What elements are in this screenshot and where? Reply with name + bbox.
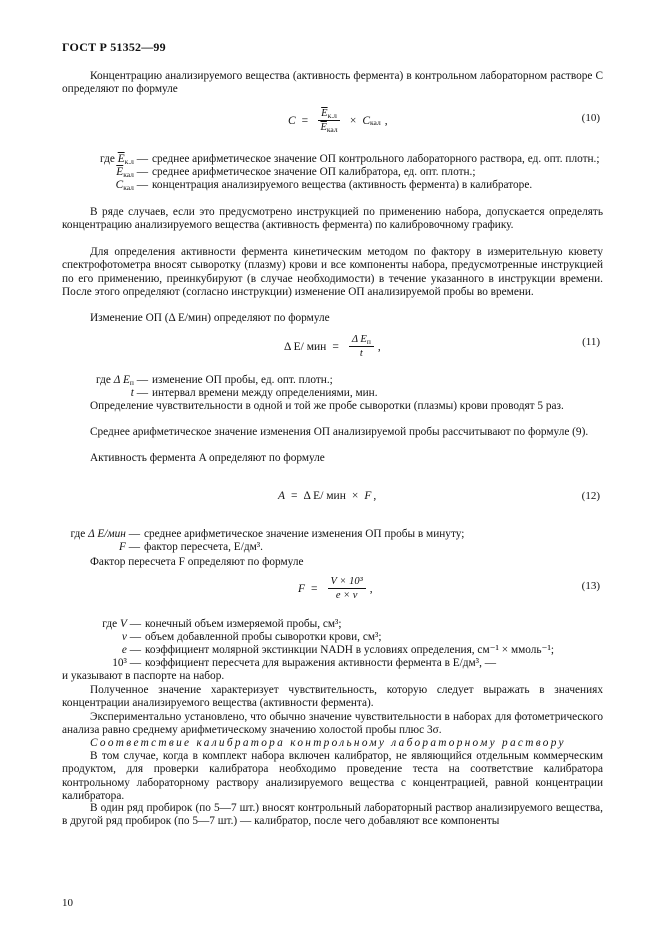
eq10-num-sub: к.л bbox=[327, 111, 337, 120]
def-symbol: Δ E bbox=[113, 374, 130, 386]
document-header: ГОСТ Р 51352—99 bbox=[62, 40, 166, 54]
definition-continuation: и указывают в паспорте на набор. bbox=[62, 670, 225, 682]
eq10-num: $\overline{E}$ bbox=[321, 108, 328, 119]
definition-row bbox=[62, 153, 603, 166]
definitions-eq11 bbox=[62, 374, 603, 400]
definition-row bbox=[62, 644, 603, 657]
equation-10-body bbox=[288, 108, 388, 133]
def-symbol: Δ E/мин bbox=[88, 528, 126, 540]
definition-row bbox=[62, 657, 603, 670]
equation-11-body bbox=[284, 334, 381, 359]
def-text: среднее арифметическое значение ОП калибратора, ед. опт. плотн.; bbox=[152, 166, 476, 178]
eq11-fraction bbox=[349, 334, 374, 359]
eq10-den: $\overline{E}$ bbox=[320, 122, 327, 133]
eq12-factor: F bbox=[364, 490, 372, 502]
def-text: среднее арифметическое значение ОП контрольного лабораторного раствора, ед. опт. плотн.; bbox=[152, 153, 600, 165]
eq10-mult-sub: кал bbox=[370, 118, 381, 127]
eq12-lhs: A bbox=[278, 490, 286, 502]
paragraph-experimental: Экспериментально установлено, что обычно значение чувствительности в наборах для фотометрического анализа равно среднему арифметическому значению холостой пробы плюс 3σ. bbox=[62, 711, 603, 737]
definition-row bbox=[62, 618, 603, 631]
def-symbol: F bbox=[118, 541, 126, 553]
def-symbol: e bbox=[121, 644, 127, 656]
def-text: коэффициент пересчета для выражения активности фермента в E/дм³, — bbox=[145, 657, 497, 669]
def-text: среднее арифметическое значение изменения ОП пробы в минуту; bbox=[144, 528, 465, 540]
def-dash: — bbox=[126, 657, 141, 669]
eq10-number: (10) bbox=[581, 112, 600, 124]
def-prefix: где bbox=[70, 528, 89, 540]
eq13-equals: = bbox=[311, 582, 318, 595]
eq13-number: (13) bbox=[581, 580, 600, 592]
def-symbol: 10³ bbox=[112, 657, 127, 669]
paragraph-calibrator-test: В том случае, когда в комплект набора включен калибратор, не являющийся отдельным коммерческим продуктом, для проверки калибратора необходимо проведение теста на соответствие калибратора контрольному лабораторному раствору анализируемого вещества с концентрацией, равной концентрации калибратора. bbox=[62, 750, 603, 802]
def-prefix: где bbox=[102, 618, 120, 630]
def-text: объем добавленной пробы сыворотки крови, см³; bbox=[145, 631, 382, 643]
eq12-equals: = bbox=[291, 490, 298, 502]
eq10-den-sub: кал bbox=[326, 125, 338, 134]
def-symbol-sub: к.л bbox=[124, 157, 134, 166]
definitions-eq12 bbox=[62, 528, 603, 554]
def-symbol: C bbox=[115, 179, 124, 191]
eq11-lhs: Δ E/ мин bbox=[284, 340, 327, 353]
paragraph-sensitivity-repeat: Определение чувствительности в одной и той же пробе сыворотки (плазмы) крови проводят 5 раз. bbox=[90, 400, 564, 412]
eq11-equals: = bbox=[332, 340, 339, 353]
def-dash: — bbox=[133, 179, 148, 191]
def-prefix: где bbox=[96, 374, 114, 386]
eq10-lhs: C bbox=[288, 114, 296, 127]
paragraph-calibration-graph: В ряде случаев, если это предусмотрено инструкцией по применению набора, допускается определять концентрацию анализируемого вещества (активность фермента) по калибровочному графику. bbox=[62, 206, 603, 232]
definition-row bbox=[62, 631, 603, 644]
eq12-number: (12) bbox=[581, 490, 600, 502]
eq13-lhs: F bbox=[298, 582, 306, 595]
eq13-num: V × 10³ bbox=[328, 576, 366, 589]
eq13-fraction bbox=[328, 576, 366, 601]
equation-12-body bbox=[278, 490, 376, 502]
eq12-tail: , bbox=[373, 490, 377, 502]
definition-row bbox=[62, 166, 603, 179]
paragraph-mean-op: Среднее арифметическое значение изменения ОП анализируемой пробы рассчитывают по формуле (9). bbox=[90, 426, 589, 438]
paragraph-sensitivity-result: Полученное значение характеризует чувствительность, которую следует выражать в значениях концентрации анализируемого вещества (активности фермента). bbox=[62, 684, 603, 710]
eq13-tail: , bbox=[369, 582, 373, 595]
definition-row bbox=[62, 528, 603, 541]
eq12-rhs: Δ E/ мин bbox=[303, 490, 346, 502]
eq10-fraction bbox=[318, 108, 340, 133]
eq11-tail: , bbox=[377, 340, 381, 353]
definition-row bbox=[62, 541, 603, 554]
definition-row bbox=[62, 387, 603, 400]
def-dash: — bbox=[133, 387, 148, 399]
paragraph-factor-intro: Фактор пересчета F определяют по формуле bbox=[90, 556, 304, 568]
def-prefix: где bbox=[100, 153, 118, 165]
def-text: коэффициент молярной экстинкции NADH в условиях определения, см⁻¹ × ммоль⁻¹; bbox=[145, 644, 555, 656]
def-dash: — bbox=[125, 528, 140, 540]
def-text: интервал времени между определениями, мин. bbox=[152, 387, 378, 399]
def-symbol: v bbox=[121, 631, 127, 643]
eq12-times: × bbox=[351, 490, 359, 502]
def-symbol-sub: кал bbox=[123, 183, 134, 192]
def-symbol: $\overline{E}$ bbox=[116, 166, 124, 178]
eq10-mult: C bbox=[362, 114, 371, 127]
def-symbol: t bbox=[130, 387, 134, 399]
def-dash: — bbox=[126, 644, 141, 656]
def-symbol-sub: кал bbox=[123, 170, 134, 179]
eq10-tail: , bbox=[384, 114, 388, 127]
equation-13-body bbox=[298, 576, 373, 601]
definitions-eq10 bbox=[62, 153, 603, 192]
def-dash: — bbox=[133, 374, 148, 386]
equation-10 bbox=[62, 106, 603, 146]
def-text: изменение ОП пробы, ед. опт. плотн.; bbox=[152, 374, 333, 386]
def-dash: — bbox=[133, 166, 148, 178]
def-symbol: $\overline{E}$ bbox=[117, 153, 125, 165]
eq11-num-sub: п bbox=[366, 337, 371, 346]
def-dash: — bbox=[125, 541, 140, 553]
equation-13 bbox=[62, 574, 603, 614]
eq10-equals: = bbox=[301, 114, 309, 127]
subheading-calibrator-conformity: Соответствие калибратора контрольному лабораторному раствору bbox=[90, 737, 566, 749]
definition-row bbox=[62, 179, 603, 192]
equation-11 bbox=[62, 332, 603, 372]
def-dash: — bbox=[126, 618, 141, 630]
eq11-num: Δ E bbox=[351, 334, 367, 345]
eq10-times: × bbox=[349, 114, 357, 127]
def-dash: — bbox=[126, 631, 141, 643]
def-symbol-sub: п bbox=[129, 378, 134, 387]
eq11-den: t bbox=[359, 348, 363, 359]
def-text: концентрация анализируемого вещества (активность фермента) в калибраторе. bbox=[152, 179, 533, 191]
paragraph-tubes: В один ряд пробирок (по 5—7 шт.) вносят контрольный лабораторный раствор анализируемого вещества, в другой ряд пробирок (по 5—7 шт.) — калибратор, после чего добавляют все компоненты bbox=[62, 802, 603, 828]
paragraph-kinetic-method: Для определения активности фермента кинетическим методом по фактору в измерительную кювету спектрофотометра вносят сыворотку (плазму) крови и все компоненты набора, предусмотренные инструкцией по его применению, преинкубируют (в случае необходимости) в течение указанного в инструкции времени. После этого определяют (согласно инструкции) изменение ОП анализируемой пробы во времени. bbox=[62, 246, 603, 298]
eq11-number: (11) bbox=[582, 336, 600, 348]
def-symbol: V bbox=[119, 618, 127, 630]
page-number: 10 bbox=[62, 897, 73, 909]
def-text: конечный объем измеряемой пробы, см³; bbox=[145, 618, 342, 630]
def-dash: — bbox=[133, 153, 148, 165]
def-text: фактор пересчета, E/дм³. bbox=[144, 541, 263, 553]
definitions-eq13 bbox=[62, 618, 603, 683]
definition-row bbox=[62, 374, 603, 387]
equation-12 bbox=[62, 486, 603, 526]
paragraph-concentration-intro: Концентрацию анализируемого вещества (активность фермента) в контрольном лабораторном растворе C определяют по формуле bbox=[62, 70, 603, 96]
paragraph-activity-intro: Активность фермента A определяют по формуле bbox=[90, 452, 325, 464]
paragraph-op-change-intro: Изменение ОП (Δ E/мин) определяют по формуле bbox=[90, 312, 330, 324]
eq13-den: e × v bbox=[335, 590, 358, 601]
